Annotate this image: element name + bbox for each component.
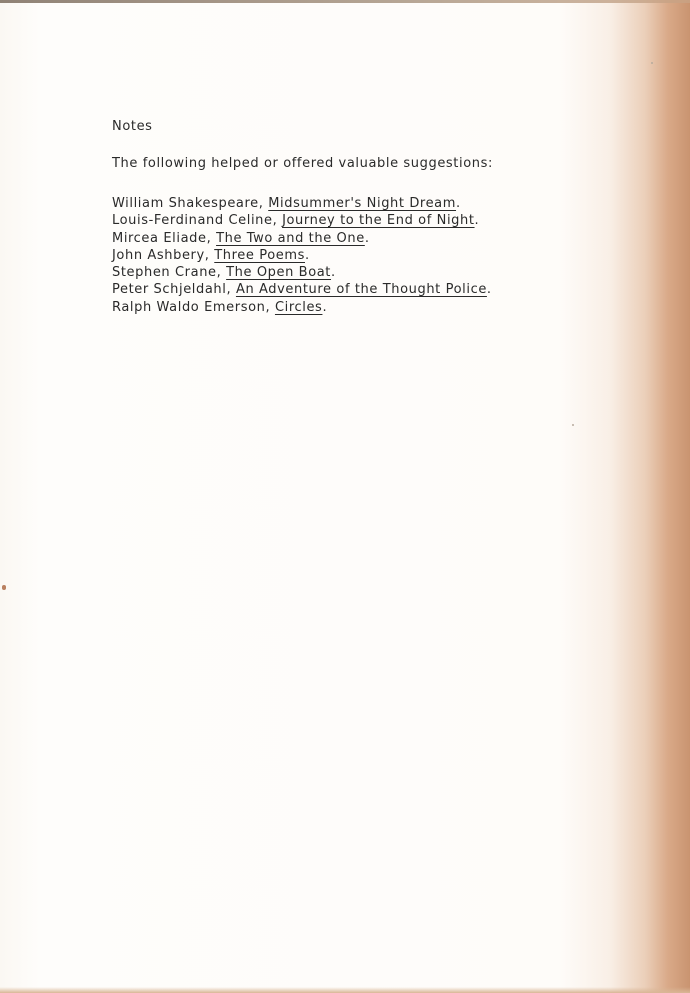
page-bottom-edge <box>0 987 690 993</box>
reference-item <box>112 212 552 229</box>
reference-title: Midsummer's Night Dream <box>268 196 457 211</box>
reference-end: . <box>364 230 370 246</box>
reference-end: . <box>486 282 492 298</box>
notes-section <box>112 118 552 316</box>
reference-end: . <box>331 265 336 281</box>
reference-author: Ralph Waldo Emerson, <box>112 299 275 315</box>
reference-title: The Two and the One <box>216 230 365 246</box>
reference-title: Journey to the End of Night <box>282 213 475 229</box>
reference-author: Peter Schjeldahl, <box>112 282 236 298</box>
reference-item <box>112 299 552 316</box>
reference-author: Mircea Eliade, <box>112 230 217 246</box>
reference-title: Circles <box>274 299 323 315</box>
reference-author: Stephen Crane, <box>112 265 227 281</box>
reference-list <box>112 195 552 316</box>
reference-item <box>112 281 552 298</box>
reference-item <box>112 195 552 212</box>
notes-heading: Notes <box>112 119 153 134</box>
paper-speck <box>572 424 574 426</box>
reference-end: . <box>474 213 480 229</box>
reference-title: Three Poems <box>214 247 305 263</box>
reference-end: . <box>305 247 310 263</box>
reference-title: An Adventure of the Thought Police <box>235 282 487 298</box>
reference-item <box>112 264 552 281</box>
reference-author: John Ashbery, <box>112 247 215 263</box>
paper-speck <box>651 62 653 64</box>
page-top-edge <box>0 0 690 3</box>
reference-title: The Open Boat <box>226 265 332 281</box>
reference-end: . <box>322 299 328 315</box>
reference-author: William Shakespeare, <box>112 196 269 211</box>
margin-mark <box>2 585 6 590</box>
reference-author: Louis-Ferdinand Celine, <box>112 213 283 229</box>
reference-item <box>112 247 552 264</box>
reference-item <box>112 230 552 247</box>
notes-intro: The following helped or offered valuable suggestions: <box>112 156 493 171</box>
reference-end: . <box>456 196 461 211</box>
